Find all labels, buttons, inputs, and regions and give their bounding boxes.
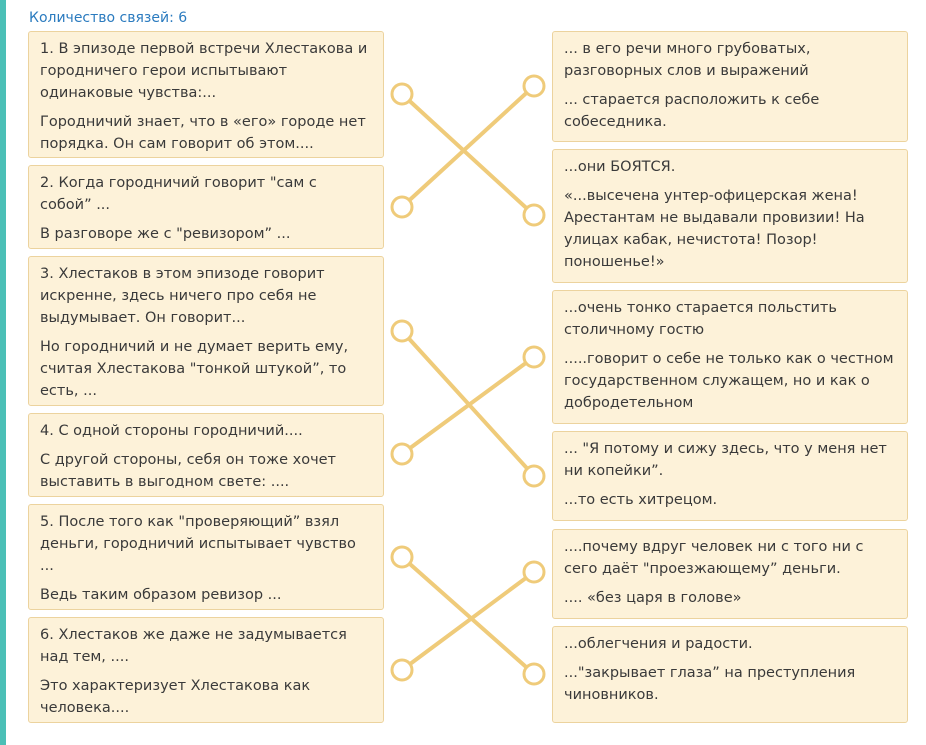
right-item-4-answer: ...то есть хитрецом.: [564, 492, 718, 508]
left-item-5-answer: Ведь таким образом ревизор ...: [40, 587, 282, 603]
left-item-1[interactable]: [28, 31, 384, 158]
right-item-2[interactable]: [552, 149, 908, 283]
right-handle-2[interactable]: [524, 205, 544, 225]
left-item-3-prompt: 3. Хлестаков в этом эпизоде говорит искренне, здесь ничего про себя не выдумывает. Он говорит...: [40, 266, 325, 326]
right-item-1-answer: ... старается расположить к себе собеседника.: [564, 92, 820, 130]
side-accent-bar: [0, 0, 6, 745]
left-item-4-prompt: 4. С одной стороны городничий....: [40, 423, 303, 439]
connector-line-4: [402, 357, 534, 454]
left-item-4[interactable]: [28, 413, 384, 497]
left-handle-2[interactable]: [392, 197, 412, 217]
right-item-2-answer: «...высечена унтер-офицерская жена! Арестантам не выдавали провизии! На улицах кабак, нечистота! Позор! поношенье!»: [564, 188, 865, 270]
right-handle-6[interactable]: [524, 664, 544, 684]
right-item-3-answer: .....говорит о себе не только как о честном государственном служащем, но и как о добродетельном: [564, 351, 894, 411]
right-item-5[interactable]: [552, 529, 908, 619]
right-item-1-prompt: ... в его речи много грубоватых, разговорных слов и выражений: [564, 41, 811, 79]
left-item-1-prompt: 1. В эпизоде первой встречи Хлестакова и городничего герои испытывают одинаковые чувства:...: [40, 41, 368, 101]
left-item-3-answer: Но городничий и не думает верить ему, считая Хлестакова "тонкой штукой”, то есть, ...: [40, 339, 349, 399]
left-handle-3[interactable]: [392, 321, 412, 341]
right-item-6[interactable]: [552, 626, 908, 723]
right-item-6-answer: ..."закрывает глаза” на преступления чиновников.: [564, 665, 856, 703]
left-item-6-prompt: 6. Хлестаков же даже не задумывается над тем, ....: [40, 627, 347, 665]
connector-line-3: [402, 331, 534, 476]
right-item-2-prompt: ...они БОЯТСЯ.: [564, 159, 676, 175]
left-item-2[interactable]: [28, 165, 384, 249]
right-handle-1[interactable]: [524, 76, 544, 96]
left-item-6-answer: Это характеризует Хлестакова как человека....: [40, 678, 311, 716]
left-handle-6[interactable]: [392, 660, 412, 680]
left-item-2-answer: В разговоре же с "ревизором” ...: [40, 226, 291, 242]
right-item-4-prompt: ... "Я потому и сижу здесь, что у меня нет ни копейки”.: [564, 441, 887, 479]
right-item-1[interactable]: [552, 31, 908, 142]
connector-line-1: [402, 94, 534, 215]
left-item-4-answer: С другой стороны, себя он тоже хочет выставить в выгодном свете: ....: [40, 452, 337, 490]
connector-line-6: [402, 572, 534, 670]
right-item-3[interactable]: [552, 290, 908, 424]
right-handle-4[interactable]: [524, 466, 544, 486]
right-handle-3[interactable]: [524, 347, 544, 367]
left-item-1-answer: Городничий знает, что в «его» городе нет порядка. Он сам говорит об этом....: [40, 114, 366, 152]
left-handle-1[interactable]: [392, 84, 412, 104]
right-item-4[interactable]: [552, 431, 908, 521]
right-item-5-answer: .... «без царя в голове»: [564, 590, 742, 606]
right-item-5-prompt: ....почему вдруг человек ни с того ни с сего даёт "проезжающему” деньги.: [564, 539, 864, 577]
left-item-5-prompt: 5. После того как "проверяющий” взял деньги, городничий испытывает чувство ...: [40, 514, 356, 574]
left-item-2-prompt: 2. Когда городничий говорит "сам с собой” ...: [40, 175, 317, 213]
right-item-6-prompt: ...облегчения и радости.: [564, 636, 753, 652]
left-handle-5[interactable]: [392, 547, 412, 567]
right-handle-5[interactable]: [524, 562, 544, 582]
left-item-5[interactable]: [28, 504, 384, 610]
left-item-6[interactable]: [28, 617, 384, 723]
connector-line-2: [402, 86, 534, 207]
connector-line-5: [402, 557, 534, 674]
left-item-3[interactable]: [28, 256, 384, 406]
left-handle-4[interactable]: [392, 444, 412, 464]
connections-count: Количество связей: 6: [29, 10, 188, 26]
right-item-3-prompt: ...очень тонко старается польстить столичному гостю: [564, 300, 837, 338]
